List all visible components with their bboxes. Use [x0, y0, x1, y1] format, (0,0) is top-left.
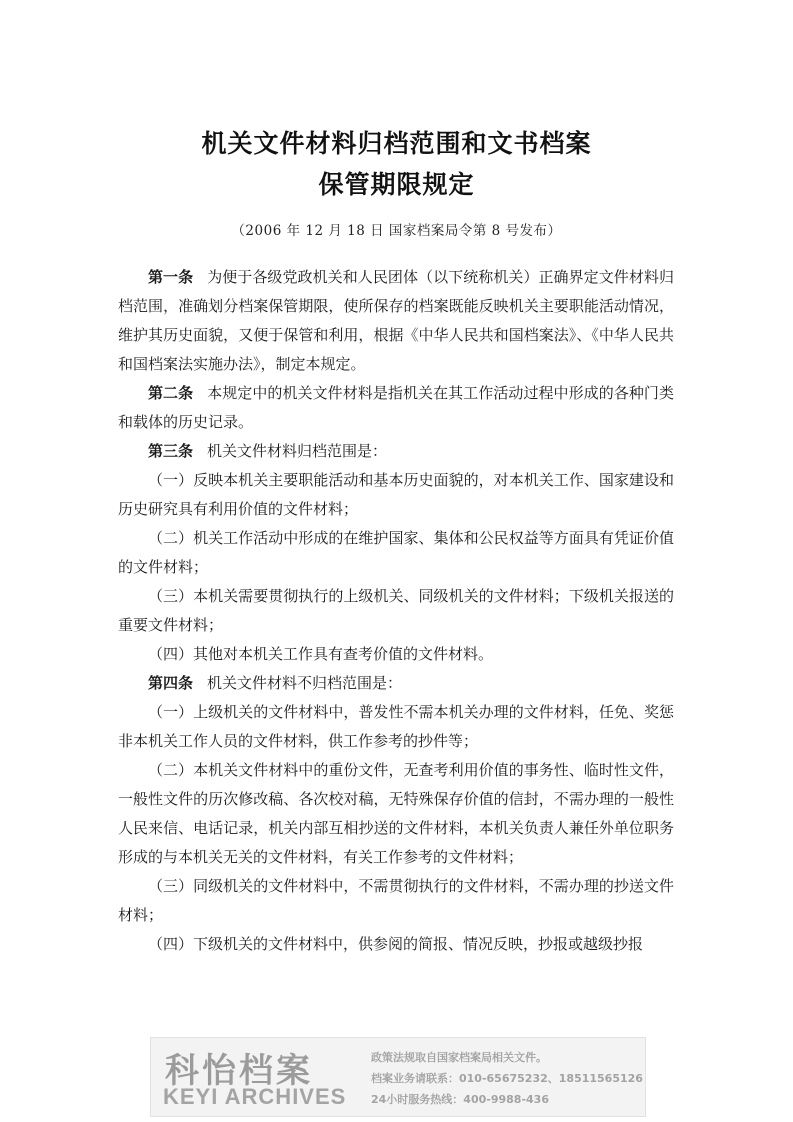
paragraph-text: （三）本机关需要贯彻执行的上级机关、同级机关的文件材料；下级机关报送的重要文件材料； [118, 587, 674, 634]
paragraph-text: 机关文件材料归档范围是： [207, 442, 388, 460]
paragraph [118, 379, 674, 437]
paragraph-text: （二）机关工作活动中形成的在维护国家、集体和公民权益等方面具有凭证价值的文件材料； [118, 529, 674, 576]
paragraph [118, 669, 674, 698]
watermark-contact-info [371, 1047, 643, 1110]
paragraph-text: （二）本机关文件材料中的重份文件，无查考利用价值的事务性、临时性文件，一般性文件的历次修改稿、各次校对稿，无特殊保存价值的信封，不需办理的一般性人民来信、电话记录，机关内部互相抄送的文件材料，本机关负责人兼任外单位职务形成的与本机关无关的文件材料，有关工作参考的文件材料； [118, 761, 674, 866]
watermark-info-line: 24小时服务热线：400-9988-436 [371, 1093, 549, 1106]
paragraph [118, 524, 674, 582]
document-title-line1: 机关文件材料归档范围和文书档案 [201, 129, 592, 158]
watermark-name-en: KEYI ARCHIVES [163, 1084, 347, 1109]
paragraph [118, 872, 674, 930]
paragraph [118, 263, 674, 379]
paragraph [118, 582, 674, 640]
article-label: 第一条 [148, 268, 194, 286]
paragraph [118, 437, 674, 466]
paragraph [118, 756, 674, 872]
paragraph-text: （一）反映本机关主要职能活动和基本历史面貌的，对本机关工作、国家建设和历史研究具有利用价值的文件材料； [118, 471, 674, 518]
document-body [118, 263, 674, 959]
watermark-info-line: 档案业务请联系：010-65675232、18511565126 [371, 1072, 643, 1085]
paragraph [118, 466, 674, 524]
paragraph-text: （四）其他对本机关工作具有查考价值的文件材料。 [148, 645, 494, 663]
watermark-info-line: 政策法规取自国家档案局相关文件。 [371, 1051, 547, 1064]
watermark-name-cn: 科怡档案 [165, 1051, 313, 1091]
paragraph-text: 本规定中的机关文件材料是指机关在其工作活动过程中形成的各种门类和载体的历史记录。 [118, 384, 674, 431]
paragraph [118, 930, 674, 959]
paragraph-text: 为便于各级党政机关和人民团体（以下统称机关）正确界定文件材料归档范围，准确划分档案保管期限，使所保存的档案既能反映机关主要职能活动情况，维护其历史面貌，又便于保管和利用，根据《中华人民共和国档案法》、《中华人民共和国档案法实施办法》，制定本规定。 [118, 268, 674, 373]
article-label: 第四条 [148, 674, 194, 692]
paragraph-text: （四）下级机关的文件材料中，供参阅的简报、情况反映，抄报或越级抄报 [148, 935, 644, 953]
paragraph [118, 698, 674, 756]
document-subtitle: （2006 年 12 月 18 日 国家档案局令第 8 号发布） [231, 223, 562, 239]
paragraph-text: （三）同级机关的文件材料中，不需贯彻执行的文件材料，不需办理的抄送文件材料； [118, 877, 674, 924]
document-title-line2: 保管期限规定 [318, 170, 475, 199]
paragraph-text: （一）上级机关的文件材料中，普发性不需本机关办理的文件材料，任免、奖惩非本机关工作人员的文件材料，供工作参考的抄件等； [118, 703, 674, 750]
paragraph [118, 640, 674, 669]
article-label: 第三条 [148, 442, 194, 460]
paragraph-text: 机关文件材料不归档范围是： [207, 674, 403, 692]
keyi-archives-watermark [150, 1037, 646, 1117]
article-label: 第二条 [148, 384, 194, 402]
